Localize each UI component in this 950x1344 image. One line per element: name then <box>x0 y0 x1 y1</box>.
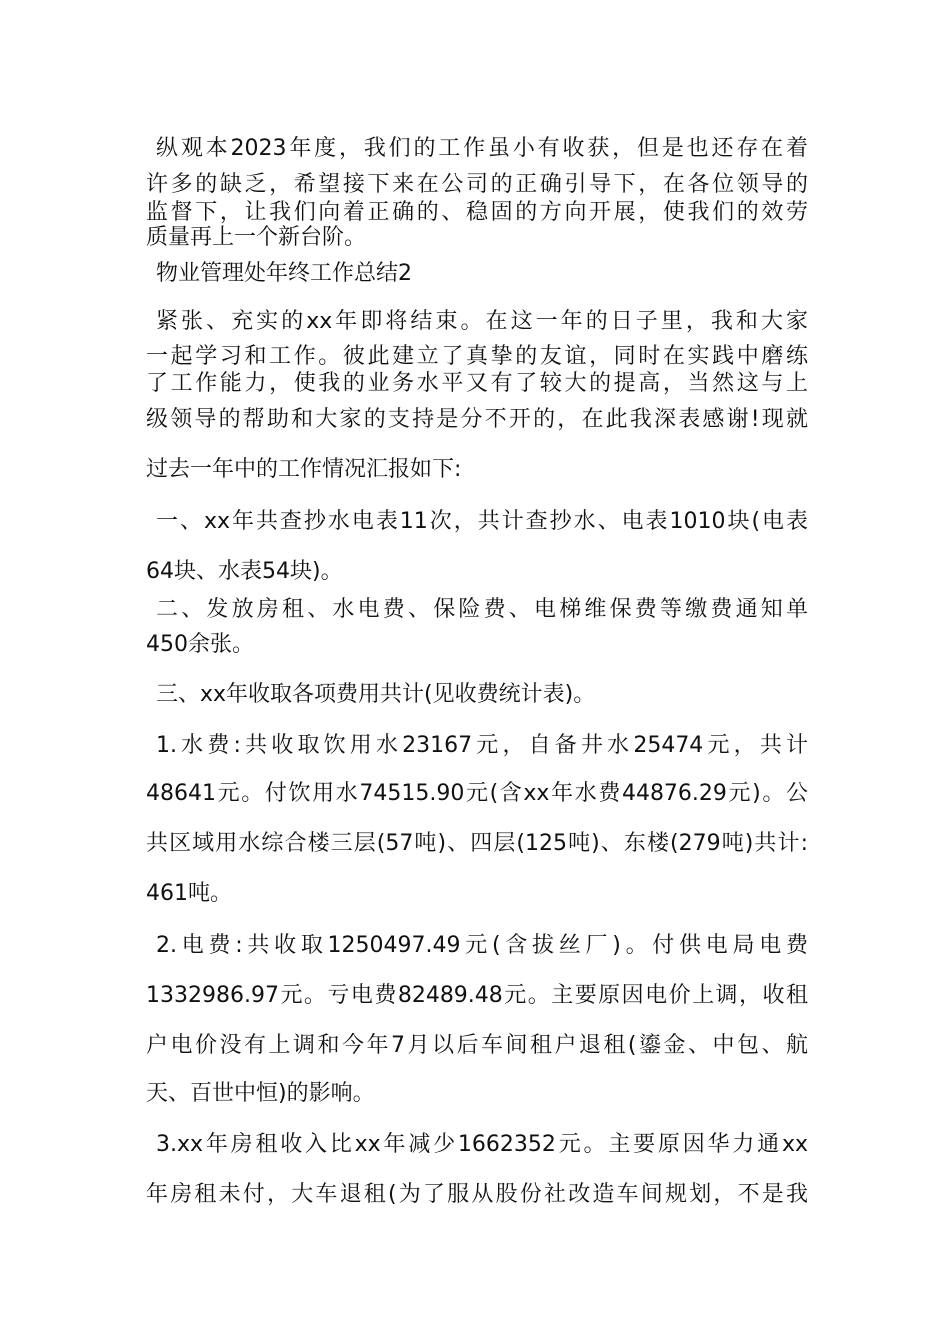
paragraph-line: 级领导的帮助和大家的支持是分不开的，在此我深表感谢!现就 <box>146 407 808 432</box>
paragraph-line: 450余张。 <box>146 632 254 657</box>
paragraph-line: 户电价没有上调和今年7月以后车间租户退租(鎏金、中包、航 <box>146 1033 808 1058</box>
paragraph-line: 监督下，让我们向着正确的、稳固的方向开展，使我们的效劳 <box>146 200 808 225</box>
paragraph-line: 天、百世中恒)的影响。 <box>146 1081 375 1106</box>
paragraph-line: 1.水费:共收取饮用水23167元，自备井水25474元，共计 <box>156 733 808 758</box>
paragraph-line: 1332986.97元。亏电费82489.48元。主要原因电价上调，收租 <box>146 983 808 1008</box>
section-heading: 物业管理处年终工作总结2 <box>156 261 412 286</box>
paragraph-line: 461吨。 <box>146 881 232 906</box>
paragraph-line: 过去一年中的工作情况汇报如下: <box>146 457 462 482</box>
paragraph-line: 共区域用水综合楼三层(57吨)、四层(125吨)、东楼(279吨)共计: <box>146 831 808 856</box>
paragraph-line: 一起学习和工作。彼此建立了真挚的友谊，同时在实践中磨练 <box>146 344 808 369</box>
paragraph-line: 二、发放房租、水电费、保险费、电梯维保费等缴费通知单 <box>156 597 808 622</box>
paragraph-line: 紧张、充实的xx年即将结束。在这一年的日子里，我和大家 <box>156 309 808 334</box>
paragraph-line: 了工作能力，使我的业务水平又有了较大的提高，当然这与上 <box>146 371 808 396</box>
paragraph-line: 3.xx年房租收入比xx年减少1662352元。主要原因华力通xx <box>156 1132 808 1157</box>
paragraph-line: 质量再上一个新台阶。 <box>146 225 367 250</box>
paragraph-line: 2.电费:共收取1250497.49元(含拔丝厂)。付供电局电费 <box>156 933 808 958</box>
paragraph-line: 许多的缺乏，希望接下来在公司的正确引导下，在各位领导的 <box>146 172 808 197</box>
paragraph-line: 一、xx年共查抄水电表11次，共计查抄水、电表1010块(电表 <box>156 509 808 534</box>
paragraph-line: 48641元。付饮用水74515.90元(含xx年水费44876.29元)。公 <box>146 781 808 806</box>
paragraph-line: 三、xx年收取各项费用共计(见收费统计表)。 <box>156 682 596 707</box>
paragraph-line: 纵观本2023年度，我们的工作虽小有收获，但是也还存在着 <box>156 136 808 161</box>
paragraph-line: 年房租未付，大车退租(为了服从股份社改造车间规划，不是我 <box>146 1182 808 1207</box>
paragraph-line: 64块、水表54块)。 <box>146 559 343 584</box>
